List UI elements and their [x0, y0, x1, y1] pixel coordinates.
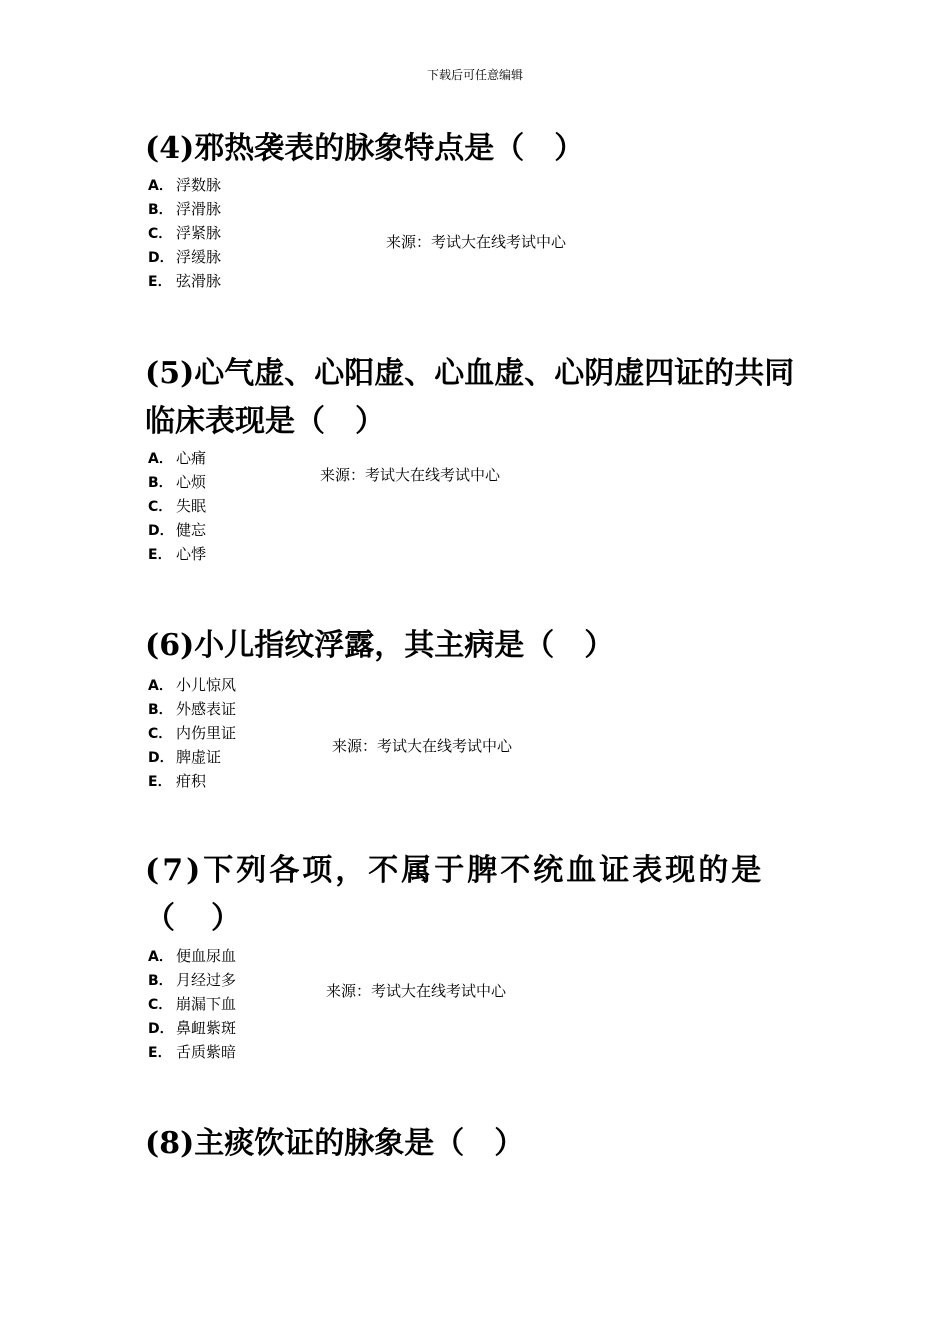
- option-a[interactable]: [148, 446, 206, 470]
- source-note: 来源：考试大在线考试中心: [320, 466, 501, 484]
- option-text: 崩漏下血: [176, 995, 237, 1013]
- option-text: 舌质紫暗: [176, 1043, 237, 1061]
- source-note: 来源：考试大在线考试中心: [386, 233, 567, 251]
- option-letter: E．: [148, 774, 172, 790]
- option-text: 健忘: [176, 521, 207, 539]
- option-letter: B．: [148, 202, 173, 218]
- question-5-title: (5)心气虚、心阳虚、心血虚、心阴虚四证的共同临床表现是（ ）: [145, 356, 795, 439]
- option-b[interactable]: [148, 968, 236, 992]
- option-a[interactable]: [148, 944, 236, 968]
- option-b[interactable]: [148, 197, 221, 221]
- question-6-options: [148, 673, 236, 793]
- option-text: 小儿惊风: [176, 676, 237, 694]
- option-text: 心悸: [176, 545, 207, 563]
- option-text: 月经过多: [176, 971, 237, 989]
- option-letter: D．: [148, 1021, 174, 1037]
- option-d[interactable]: [148, 245, 221, 269]
- question-4-title: (4)邪热袭表的脉象特点是（ ）: [145, 131, 585, 166]
- question-5-options: [148, 446, 206, 566]
- option-letter: E．: [148, 547, 172, 563]
- option-a[interactable]: [148, 173, 221, 197]
- option-text: 鼻衄紫斑: [176, 1019, 237, 1037]
- option-d[interactable]: [148, 1016, 236, 1040]
- option-letter: C．: [148, 726, 173, 742]
- option-c[interactable]: [148, 221, 221, 245]
- option-letter: A．: [148, 178, 173, 194]
- option-letter: C．: [148, 997, 173, 1013]
- option-b[interactable]: [148, 697, 236, 721]
- source-note: 来源：考试大在线考试中心: [326, 982, 507, 1000]
- option-letter: C．: [148, 499, 173, 515]
- option-letter: A．: [148, 678, 173, 694]
- option-text: 失眠: [176, 497, 207, 515]
- option-e[interactable]: [148, 1040, 236, 1064]
- option-text: 浮缓脉: [176, 248, 222, 266]
- question-8-title: (8)主痰饮证的脉象是（ ）: [145, 1126, 525, 1161]
- page-header: 下载后可任意编辑: [426, 68, 523, 82]
- option-e[interactable]: [148, 542, 206, 566]
- option-a[interactable]: [148, 673, 236, 697]
- option-letter: D．: [148, 750, 174, 766]
- option-text: 便血尿血: [176, 947, 237, 965]
- question-7-title: (7)下列各项，不属于脾不统血证表现的是（ ）: [145, 853, 765, 936]
- option-letter: A．: [148, 451, 173, 467]
- question-7-options: [148, 944, 236, 1064]
- option-c[interactable]: [148, 494, 206, 518]
- option-letter: E．: [148, 274, 172, 290]
- option-c[interactable]: [148, 721, 236, 745]
- option-letter: B．: [148, 702, 173, 718]
- option-text: 脾虚证: [176, 748, 222, 766]
- option-letter: D．: [148, 523, 174, 539]
- option-letter: E．: [148, 1045, 172, 1061]
- question-6-title: (6)小儿指纹浮露，其主病是（ ）: [145, 628, 615, 663]
- option-letter: B．: [148, 973, 173, 989]
- option-d[interactable]: [148, 518, 206, 542]
- option-text: 弦滑脉: [176, 272, 222, 290]
- option-c[interactable]: [148, 992, 236, 1016]
- option-letter: B．: [148, 475, 173, 491]
- option-text: 心烦: [176, 473, 207, 491]
- option-letter: A．: [148, 949, 173, 965]
- option-d[interactable]: [148, 745, 236, 769]
- question-4-options: [148, 173, 221, 293]
- option-b[interactable]: [148, 470, 206, 494]
- option-letter: C．: [148, 226, 173, 242]
- option-text: 内伤里证: [176, 724, 237, 742]
- option-e[interactable]: [148, 769, 236, 793]
- option-letter: D．: [148, 250, 174, 266]
- option-e[interactable]: [148, 269, 221, 293]
- option-text: 浮紧脉: [176, 224, 222, 242]
- option-text: 浮数脉: [176, 176, 222, 194]
- option-text: 外感表证: [176, 700, 237, 718]
- option-text: 疳积: [176, 772, 207, 790]
- option-text: 心痛: [176, 449, 207, 467]
- source-note: 来源：考试大在线考试中心: [332, 737, 513, 755]
- option-text: 浮滑脉: [176, 200, 222, 218]
